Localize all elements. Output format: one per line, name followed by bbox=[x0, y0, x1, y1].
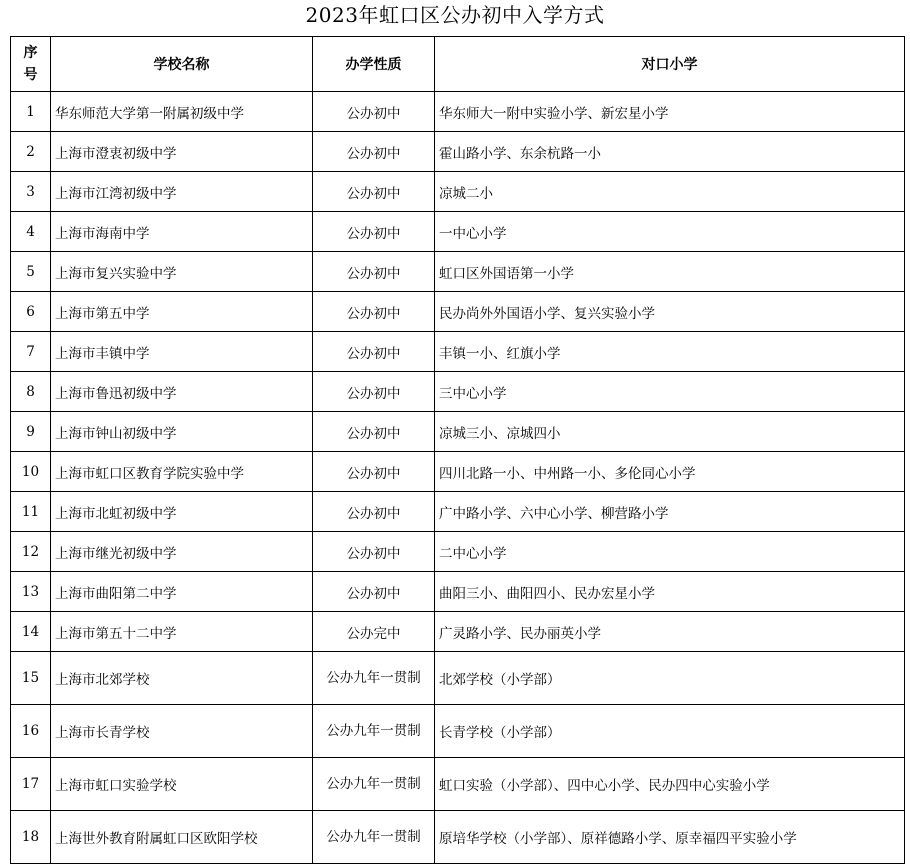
table-header-row bbox=[11, 37, 905, 92]
table-row bbox=[11, 172, 905, 212]
cell-no: 1 bbox=[11, 92, 51, 132]
table-row bbox=[11, 612, 905, 652]
cell-primary-schools: 凉城二小 bbox=[435, 172, 905, 212]
table-row bbox=[11, 92, 905, 132]
cell-primary-schools: 曲阳三小、曲阳四小、民办宏星小学 bbox=[435, 572, 905, 612]
cell-school-name: 上海市曲阳第二中学 bbox=[51, 572, 313, 612]
cell-no: 3 bbox=[11, 172, 51, 212]
header-no bbox=[11, 37, 51, 92]
cell-primary-schools: 华东师大一附中实验小学、新宏星小学 bbox=[435, 92, 905, 132]
table-row bbox=[11, 132, 905, 172]
cell-school-type: 公办初中 bbox=[313, 412, 435, 452]
cell-school-name: 上海市海南中学 bbox=[51, 212, 313, 252]
table-row bbox=[11, 452, 905, 492]
cell-school-type: 公办初中 bbox=[313, 572, 435, 612]
cell-primary-schools: 二中心小学 bbox=[435, 532, 905, 572]
table-row bbox=[11, 212, 905, 252]
cell-school-name: 上海市虹口实验学校 bbox=[51, 758, 313, 811]
cell-school-type: 公办初中 bbox=[313, 172, 435, 212]
cell-no: 16 bbox=[11, 705, 51, 758]
cell-primary-schools: 丰镇一小、红旗小学 bbox=[435, 332, 905, 372]
cell-primary-schools: 广中路小学、六中心小学、柳营路小学 bbox=[435, 492, 905, 532]
cell-no: 8 bbox=[11, 372, 51, 412]
cell-school-name: 上海市继光初级中学 bbox=[51, 532, 313, 572]
school-table bbox=[10, 36, 905, 864]
cell-school-type: 公办九年一贯制 bbox=[313, 705, 435, 758]
cell-primary-schools: 凉城三小、凉城四小 bbox=[435, 412, 905, 452]
cell-primary-schools: 一中心小学 bbox=[435, 212, 905, 252]
cell-no: 14 bbox=[11, 612, 51, 652]
cell-school-name: 上海市第五中学 bbox=[51, 292, 313, 332]
cell-primary-schools: 四川北路一小、中州路一小、多伦同心小学 bbox=[435, 452, 905, 492]
cell-school-type: 公办初中 bbox=[313, 452, 435, 492]
cell-school-type: 公办初中 bbox=[313, 92, 435, 132]
cell-school-name: 上海市北郊学校 bbox=[51, 652, 313, 705]
table-row bbox=[11, 652, 905, 705]
cell-no: 18 bbox=[11, 811, 51, 864]
header-school-type: 办学性质 bbox=[313, 37, 435, 92]
cell-school-name: 上海市丰镇中学 bbox=[51, 332, 313, 372]
table-row bbox=[11, 292, 905, 332]
cell-school-type: 公办初中 bbox=[313, 372, 435, 412]
cell-no: 9 bbox=[11, 412, 51, 452]
cell-school-name: 上海市钟山初级中学 bbox=[51, 412, 313, 452]
cell-no: 13 bbox=[11, 572, 51, 612]
table-row bbox=[11, 252, 905, 292]
cell-primary-schools: 民办尚外外国语小学、复兴实验小学 bbox=[435, 292, 905, 332]
cell-school-type: 公办九年一贯制 bbox=[313, 811, 435, 864]
cell-school-name: 上海市长青学校 bbox=[51, 705, 313, 758]
cell-no: 11 bbox=[11, 492, 51, 532]
table-row bbox=[11, 492, 905, 532]
cell-school-type: 公办初中 bbox=[313, 332, 435, 372]
cell-primary-schools: 原培华学校（小学部）、原祥德路小学、原幸福四平实验小学 bbox=[435, 811, 905, 864]
cell-school-type: 公办初中 bbox=[313, 252, 435, 292]
cell-no: 10 bbox=[11, 452, 51, 492]
cell-school-name: 上海市虹口区教育学院实验中学 bbox=[51, 452, 313, 492]
cell-school-type: 公办初中 bbox=[313, 132, 435, 172]
cell-school-type: 公办初中 bbox=[313, 492, 435, 532]
table-row bbox=[11, 758, 905, 811]
cell-school-type: 公办初中 bbox=[313, 212, 435, 252]
cell-no: 2 bbox=[11, 132, 51, 172]
page-title: 2023年虹口区公办初中入学方式 bbox=[305, 3, 605, 27]
cell-primary-schools: 北郊学校（小学部） bbox=[435, 652, 905, 705]
table-row bbox=[11, 572, 905, 612]
cell-primary-schools: 虹口实验（小学部）、四中心小学、民办四中心实验小学 bbox=[435, 758, 905, 811]
cell-no: 5 bbox=[11, 252, 51, 292]
cell-primary-schools: 三中心小学 bbox=[435, 372, 905, 412]
table-row bbox=[11, 532, 905, 572]
cell-no: 15 bbox=[11, 652, 51, 705]
cell-school-name: 上海市江湾初级中学 bbox=[51, 172, 313, 212]
cell-no: 17 bbox=[11, 758, 51, 811]
cell-school-type: 公办初中 bbox=[313, 292, 435, 332]
cell-school-name: 上海市北虹初级中学 bbox=[51, 492, 313, 532]
cell-school-name: 上海市鲁迅初级中学 bbox=[51, 372, 313, 412]
header-primary-schools: 对口小学 bbox=[435, 37, 905, 92]
cell-primary-schools: 广灵路小学、民办丽英小学 bbox=[435, 612, 905, 652]
cell-no: 4 bbox=[11, 212, 51, 252]
cell-school-name: 上海世外教育附属虹口区欧阳学校 bbox=[51, 811, 313, 864]
header-no-line1: 序 bbox=[23, 45, 38, 61]
table-row bbox=[11, 705, 905, 758]
cell-primary-schools: 长青学校（小学部） bbox=[435, 705, 905, 758]
header-no-line2: 号 bbox=[23, 67, 38, 83]
table-body bbox=[11, 92, 905, 864]
cell-no: 7 bbox=[11, 332, 51, 372]
table-row bbox=[11, 412, 905, 452]
cell-school-type: 公办初中 bbox=[313, 532, 435, 572]
cell-school-name: 上海市复兴实验中学 bbox=[51, 252, 313, 292]
cell-primary-schools: 虹口区外国语第一小学 bbox=[435, 252, 905, 292]
cell-school-name: 上海市澄衷初级中学 bbox=[51, 132, 313, 172]
table-row bbox=[11, 332, 905, 372]
header-school-name: 学校名称 bbox=[51, 37, 313, 92]
cell-primary-schools: 霍山路小学、东余杭路一小 bbox=[435, 132, 905, 172]
cell-school-type: 公办完中 bbox=[313, 612, 435, 652]
cell-no: 6 bbox=[11, 292, 51, 332]
table-row bbox=[11, 372, 905, 412]
cell-school-name: 华东师范大学第一附属初级中学 bbox=[51, 92, 313, 132]
cell-no: 12 bbox=[11, 532, 51, 572]
cell-school-type: 公办九年一贯制 bbox=[313, 758, 435, 811]
cell-school-name: 上海市第五十二中学 bbox=[51, 612, 313, 652]
cell-school-type: 公办九年一贯制 bbox=[313, 652, 435, 705]
table-row bbox=[11, 811, 905, 864]
